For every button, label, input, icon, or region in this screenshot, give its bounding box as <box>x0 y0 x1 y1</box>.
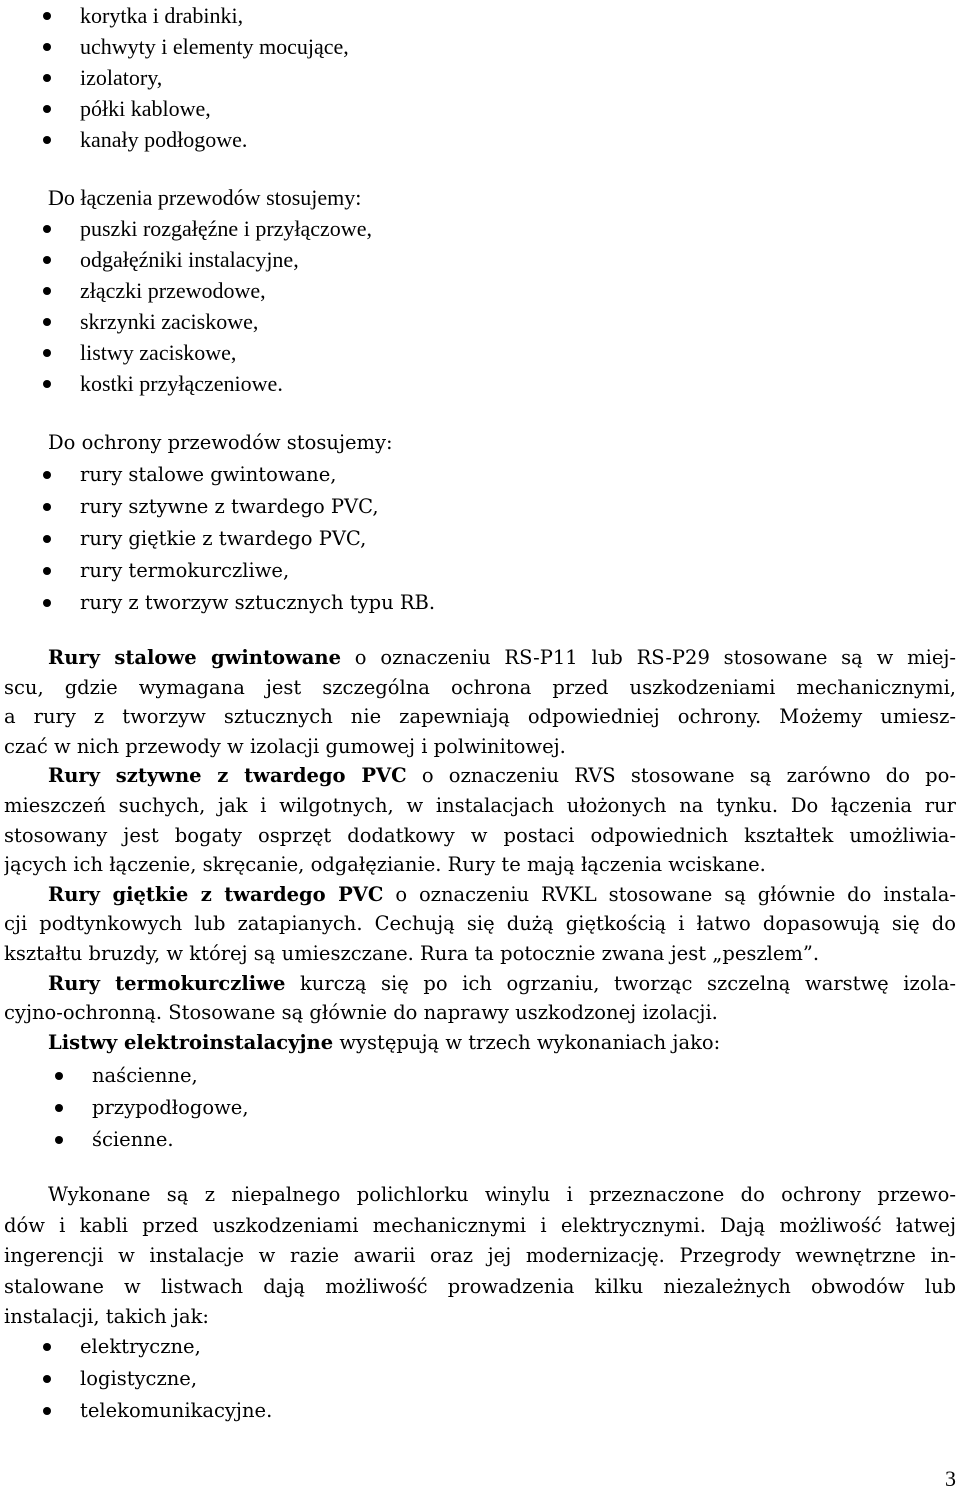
paragraph-line: stalowane w listwach dają możliwość prowadzenia kilku niezależnych obwodów lub <box>4 1274 956 1298</box>
bullet-icon <box>43 567 51 575</box>
list-item: rury termokurczliwe, <box>0 555 960 587</box>
list-item: uchwyty i elementy mocujące, <box>0 31 960 62</box>
paragraph-line: Rury sztywne z twardego PVC o oznaczeniu RVS stosowane są zarówno do po- <box>48 764 956 788</box>
list-item: logistyczne, <box>0 1363 960 1395</box>
list-item: puszki rozgałęźne i przyłączowe, <box>0 213 960 244</box>
bullet-icon <box>43 105 51 113</box>
list-item: elektryczne, <box>0 1331 960 1363</box>
paragraph-materials <box>4 1180 956 1333</box>
paragraph-line: instalacji, takich jak: <box>4 1305 209 1328</box>
bullet-list-supports <box>0 0 960 155</box>
bullet-list-protection <box>0 459 960 619</box>
list-item: półki kablowe, <box>0 93 960 124</box>
list-item: listwy zaciskowe, <box>0 337 960 368</box>
paragraph-line: Rury giętkie z twardego PVC o oznaczeniu RVKL stosowane są głównie do instala- <box>48 882 956 906</box>
paragraph-line: scu, gdzie wymagana jest szczególna ochrona przed uszkodzeniami mechanicznymi, <box>4 675 956 699</box>
bullet-icon <box>43 1375 51 1383</box>
bullet-list-connecting <box>0 213 960 399</box>
bullet-icon <box>43 74 51 82</box>
bullet-icon <box>43 599 51 607</box>
paragraph-line: mieszczeń suchych, jak i wilgotnych, w instalacjach ułożonych na tynku. Do łączenia rur <box>4 793 956 817</box>
paragraph-line: a rury z tworzyw sztucznych nie zapewniają odpowiedniej ochrony. Możemy umiesz- <box>4 705 956 729</box>
paragraph-line: kształtu bruzdy, w której są umieszczane. Rura ta potocznie zwana jest „peszlem”. <box>4 941 820 965</box>
page-number: 3 <box>945 1466 956 1491</box>
bullet-icon <box>55 1136 63 1144</box>
list-item: rury z tworzyw sztucznych typu RB. <box>0 587 960 619</box>
list-item: przypodłogowe, <box>0 1092 960 1124</box>
bullet-icon <box>43 471 51 479</box>
bullet-icon <box>55 1072 63 1080</box>
list-item: rury stalowe gwintowane, <box>0 459 960 491</box>
list-item: izolatory, <box>0 62 960 93</box>
paragraph-line: stosowany jest bogaty osprzęt dodatkowy w postaci odpowiednich kształtek umożliwia- <box>4 823 956 847</box>
bullet-icon <box>43 1407 51 1415</box>
list-item: skrzynki zaciskowe, <box>0 306 960 337</box>
bullet-icon <box>55 1104 63 1112</box>
bullet-icon <box>43 225 51 233</box>
bullet-icon <box>43 43 51 51</box>
list-item: naścienne, <box>0 1060 960 1092</box>
paragraph-line: jących ich łączenie, skręcanie, odgałęzianie. Rury te mają łączenia wciskane. <box>4 853 766 877</box>
paragraph-line: Wykonane są z niepalnego polichlorku winylu i przeznaczone do ochrony przewo- <box>48 1183 956 1206</box>
bullet-list-circuits <box>0 1331 960 1427</box>
list-item: ścienne. <box>0 1124 960 1156</box>
list-item: kostki przyłączeniowe. <box>0 368 960 399</box>
bullet-icon <box>43 349 51 357</box>
paragraph-line: ingerencji w instalacje w razie awarii oraz jej modernizację. Przegrody wewnętrzne in- <box>4 1244 956 1267</box>
paragraph-line: czać w nich przewody w izolacji gumowej i polwinitowej. <box>4 734 566 758</box>
list-item: korytka i drabinki, <box>0 0 960 31</box>
bullet-icon <box>43 535 51 543</box>
body-paragraphs <box>4 643 956 1057</box>
bullet-icon <box>43 1343 51 1351</box>
list-item: odgałęźniki instalacyjne, <box>0 244 960 275</box>
paragraph-line: dów i kabli przed uszkodzeniami mechanicznymi i elektrycznymi. Dają możliwość łatwej <box>4 1213 956 1237</box>
intro-connecting: Do łączenia przewodów stosujemy: <box>48 185 362 210</box>
list-item: kanały podłogowe. <box>0 124 960 155</box>
list-item: rury sztywne z twardego PVC, <box>0 491 960 523</box>
bullet-icon <box>43 287 51 295</box>
list-item: telekomunikacyjne. <box>0 1395 960 1427</box>
bullet-list-strip-types <box>0 1060 960 1156</box>
intro-protection: Do ochrony przewodów stosujemy: <box>48 431 393 454</box>
bullet-icon <box>43 318 51 326</box>
paragraph-line: Rury termokurczliwe kurczą się po ich ogrzaniu, tworząc szczelną warstwę izola- <box>48 971 956 995</box>
paragraph-line: cyjno-ochronną. Stosowane są głównie do naprawy uszkodzonej izolacji. <box>4 1001 718 1025</box>
paragraph-line: cji podtynkowych lub zatapianych. Cechują się dużą giętkością i łatwo dopasowują się do <box>4 912 956 936</box>
bullet-icon <box>43 12 51 20</box>
bullet-icon <box>43 503 51 511</box>
paragraph-line: Rury stalowe gwintowane o oznaczeniu RS-P11 lub RS-P29 stosowane są w miej- <box>48 646 956 669</box>
bullet-icon <box>43 380 51 388</box>
list-item: złączki przewodowe, <box>0 275 960 306</box>
bullet-icon <box>43 256 51 264</box>
bullet-icon <box>43 136 51 144</box>
list-item: rury giętkie z twardego PVC, <box>0 523 960 555</box>
paragraph-line: Listwy elektroinstalacyjne występują w trzech wykonaniach jako: <box>48 1030 721 1054</box>
